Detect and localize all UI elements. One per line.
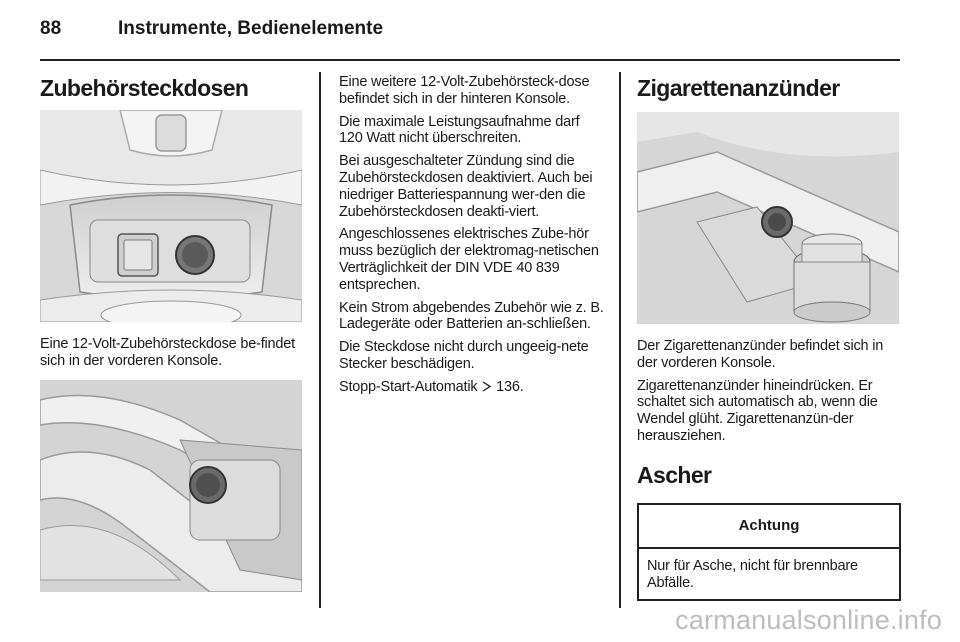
paragraph-lighter-location: Der Zigarettenanzünder befindet sich in der vorderen Konsole. (637, 338, 884, 371)
paragraph-no-current-sources: Kein Strom abgebendes Zubehör wie z. B. Ladegeräte oder Batterien an-schließen. (339, 299, 604, 333)
chapter-title: Instrumente, Bedienelemente (118, 18, 384, 39)
paragraph-ignition-off: Bei ausgeschalteter Zündung sind die Zubehörsteckdosen deaktiviert. Auch bei niedriger Batteriespannung wer-den die Zubehörsteckdosen deakti-viert. (339, 153, 593, 220)
warning-text: Nur für Asche, nicht für brennbare Abfälle. (647, 557, 858, 591)
page-reference-arrow-icon (481, 379, 496, 395)
column-3 (637, 74, 901, 601)
column-2 (339, 74, 605, 402)
column-divider-1 (319, 72, 321, 608)
paragraph-lighter-usage: Zigarettenanzünder hineindrücken. Er schaltet sich automatisch ab, wenn die Wendel glüht. Zigarettenanzün-der herausziehen. (637, 377, 878, 444)
watermark: carmanualsonline.info (675, 605, 942, 635)
section-heading-ascher: Ascher (637, 461, 712, 488)
column-1 (40, 74, 302, 592)
page-reference-number[interactable]: 136. (496, 378, 524, 395)
warning-box (637, 503, 901, 602)
paragraph-max-power: Die maximale Leistungsaufnahme darf 120 Watt nicht überschreiten. (339, 113, 580, 147)
paragraph-rear-socket: Eine weitere 12-Volt-Zubehörsteck-dose befindet sich in der hinteren Konsole. (339, 74, 590, 107)
section-heading-zubehoersteckdosen: Zubehörsteckdosen (40, 75, 249, 101)
front-socket-illustration (40, 110, 302, 322)
paragraph-emc: Angeschlossenes elektrisches Zube-hör muss bezüglich der elektromag-netischen Verträglichkeit der DIN VDE 40 839 entsprechen. (339, 226, 599, 293)
rear-socket-illustration (40, 380, 302, 592)
page-number: 88 (40, 18, 62, 39)
section-heading-zigarettenanzuender: Zigarettenanzünder (637, 75, 840, 101)
column-divider-2 (619, 72, 621, 608)
header-rule (40, 59, 900, 61)
caption-front-socket: Eine 12-Volt-Zubehörsteckdose be-findet sich in der vorderen Konsole. (40, 336, 295, 369)
cigarette-lighter-illustration (637, 112, 899, 324)
stop-start-link-text[interactable]: Stopp-Start-Automatik (339, 378, 478, 395)
paragraph-stop-start-reference (339, 379, 605, 396)
warning-title: Achtung (639, 505, 899, 549)
paragraph-plug-damage: Die Steckdose nicht durch ungeeig-nete Stecker beschädigen. (339, 339, 589, 372)
